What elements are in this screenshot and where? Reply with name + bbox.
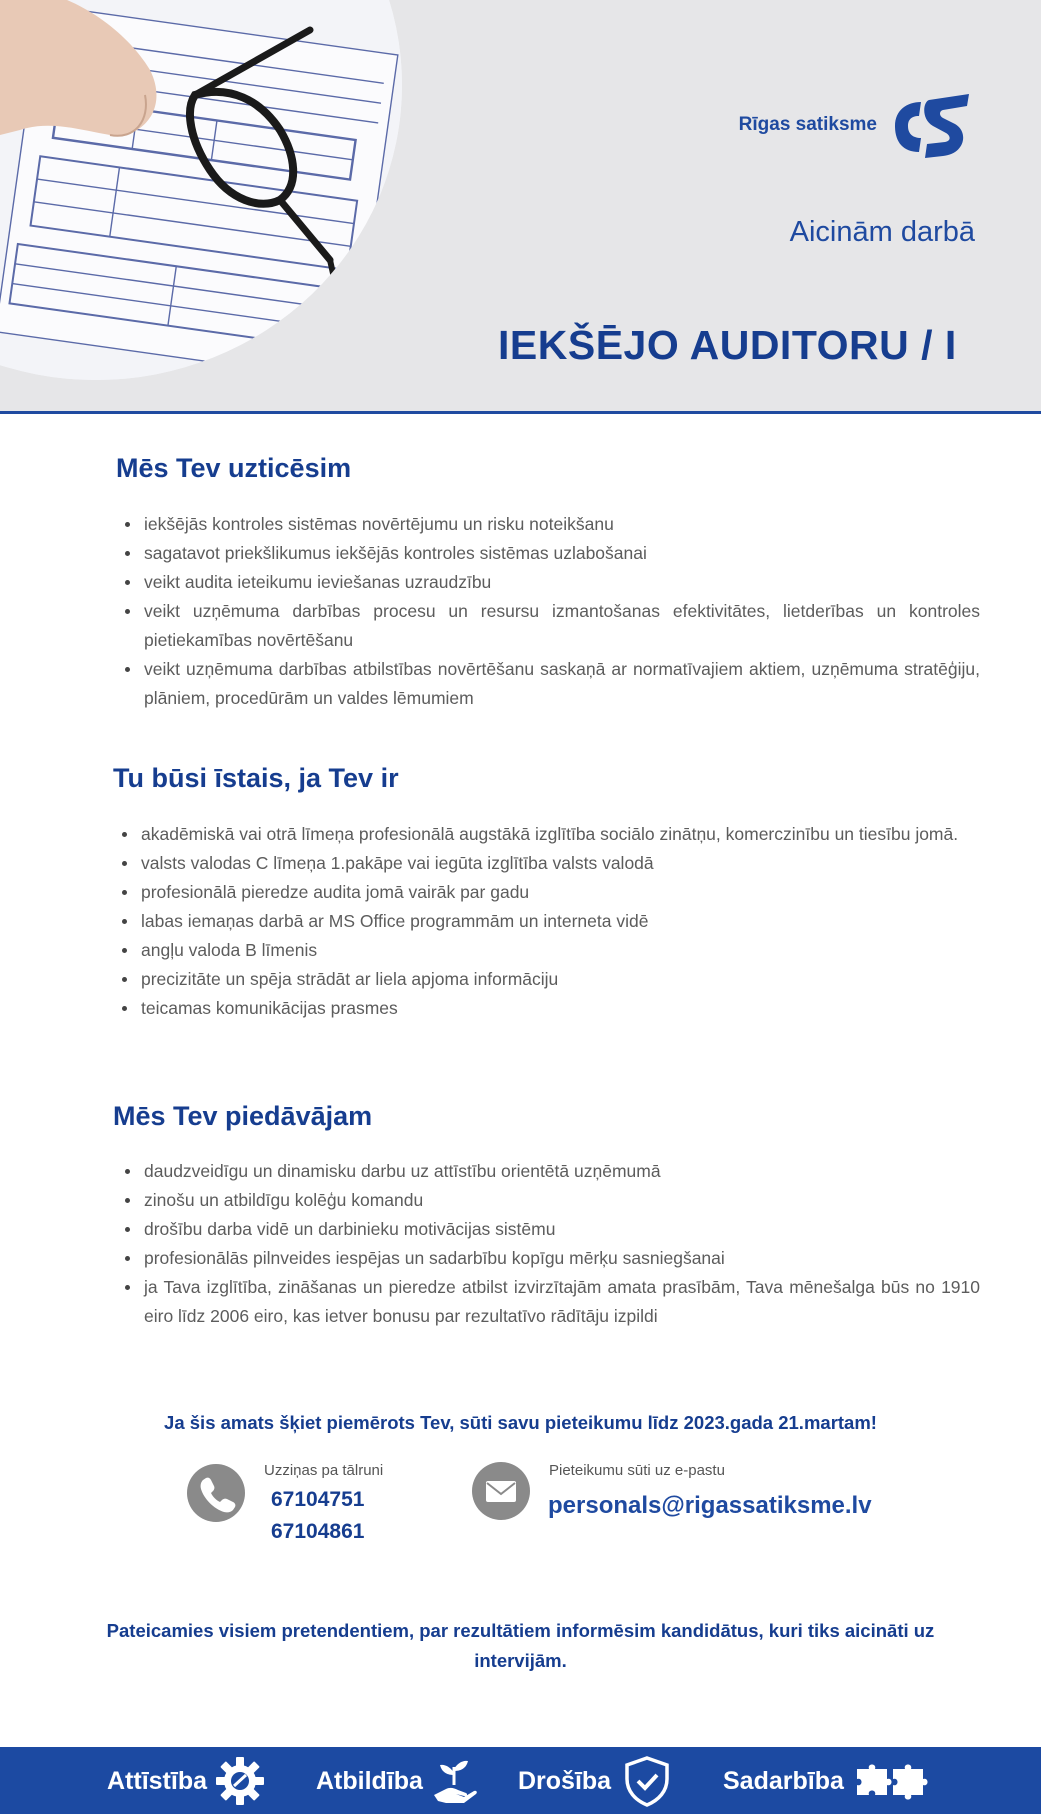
thanks-note: Pateicamies visiem pretendentiem, par rezultātiem informēsim kandidātus, kuri tiks aicināti uz intervijām. [106,1620,935,1671]
puzzle-icon [853,1755,929,1807]
rigas-satiksme-logo-icon [893,92,971,158]
list-item: veikt uzņēmuma darbības procesu un resursu izmantošanas efektivitātes, lietderības un kontroles pietiekamības novērtēšanu [117,597,980,655]
list-item: drošību darba vidē un darbinieku motivācijas sistēmu [117,1215,980,1244]
list-item: zinošu un atbildīgu kolēģu komandu [117,1186,980,1215]
phone-number[interactable]: 67104861 [271,1520,365,1543]
list-item: precizitāte un spēja strādāt ar liela apjoma informāciju [114,965,980,994]
list-item: ja Tava izglītība, zināšanas un pieredze atbilst izvirzītajām amata prasībām, Tava mēnešalga būs no 1910 eiro līdz 2006 eiro, kas ietver bonusu par rezultatīvo rādītāju izpildi [117,1273,980,1331]
list-item: profesionālā pieredze audita jomā vairāk par gadu [114,878,980,907]
list-item: valsts valodas C līmeņa 1.pakāpe vai iegūta izglītība valsts valodā [114,849,980,878]
offer-list [117,1157,980,1331]
hand-plant-icon [428,1755,480,1807]
phone-icon [187,1464,245,1522]
value-label: Sadarbība [723,1767,844,1795]
email-icon-circle [472,1462,530,1520]
list-item: sagatavot priekšlikumus iekšējās kontroles sistēmas uzlabošanai [117,539,980,568]
section-title-responsibilities: Mēs Tev uzticēsim [116,453,352,483]
envelope-icon [472,1462,530,1520]
header [0,0,1041,414]
phone-number[interactable]: 67104751 [271,1488,365,1511]
phone-label: Uzziņas pa tālruni [264,1462,384,1479]
value-label: Atbildība [316,1767,423,1795]
job-title: IEKŠĒJO AUDITORU / I [498,322,957,368]
shield-check-icon [621,1755,673,1807]
section-title-offer: Mēs Tev piedāvājam [113,1101,373,1131]
value-label: Drošība [518,1767,612,1795]
list-item: veikt audita ieteikumu ieviešanas uzraudzību [117,568,980,597]
section-title-requirements: Tu būsi īstais, ja Tev ir [113,763,399,793]
list-item: iekšējās kontroles sistēmas novērtējumu un risku noteikšanu [117,510,980,539]
list-item: angļu valoda B līmenis [114,936,980,965]
gear-icon [214,1755,266,1807]
application-deadline: Ja šis amats šķiet piemērots Tev, sūti savu pieteikumu līdz 2023.gada 21.martam! [164,1412,877,1433]
invite-heading: Aicinām darbā [789,216,975,248]
document-with-glasses-illustration [0,0,402,380]
phone-icon-circle [187,1464,245,1522]
list-item: teicamas komunikācijas prasmes [114,994,980,1023]
list-item: daudzveidīgu un dinamisku darbu uz attīstību orientētā uzņēmumā [117,1157,980,1186]
brand-name: Rīgas satiksme [738,114,877,135]
email-address[interactable]: personals@rigassatiksme.lv [548,1492,872,1519]
list-item: labas iemaņas darbā ar MS Office programmām un interneta vidē [114,907,980,936]
header-photo [0,0,402,380]
list-item: profesionālās pilnveides iespējas un sadarbību kopīgu mērķu sasniegšanai [117,1244,980,1273]
list-item: akadēmiskā vai otrā līmeņa profesionālā augstākā izglītība sociālo zinātņu, komerczinību un tiesību jomā. [114,820,980,849]
company-values-bar [0,1747,1041,1814]
email-label: Pieteikumu sūti uz e-pastu [549,1462,725,1479]
responsibilities-list [117,510,980,713]
requirements-list [114,820,980,1023]
value-label: Attīstība [107,1767,207,1795]
list-item: veikt uzņēmuma darbības atbilstības novērtēšanu saskaņā ar normatīvajiem aktiem, uzņēmuma stratēģiju, plāniem, procedūrām un valdes lēmumiem [117,655,980,713]
